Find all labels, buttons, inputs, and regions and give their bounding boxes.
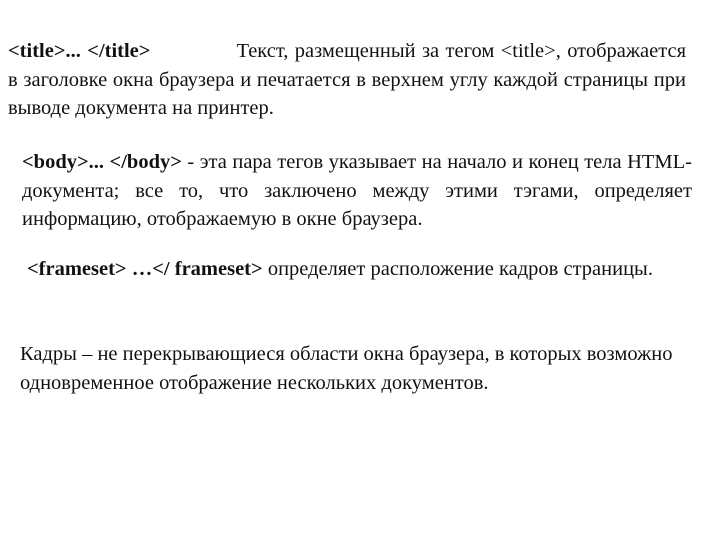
frameset-tag-description: определяет расположение кадров страницы. xyxy=(267,258,653,280)
body-tag-paragraph xyxy=(22,148,692,234)
frameset-tag-label: <frameset> …</ frameset> xyxy=(27,258,263,280)
title-tag-description: Текст, размещенный за тегом <title>, отображается в заголовке окна браузера и печатается в верхнем углу каждой страницы при выводе документа на принтер. xyxy=(8,40,686,119)
frames-definition-paragraph xyxy=(20,340,700,397)
body-tag-label: <body>... </body> xyxy=(22,151,182,173)
body-tag-description: - эта пара тегов указывает на начало и конец тела HTML-документа; все то, что заключено между этими тэгами, определяет информацию, отображаемую в окне браузера. xyxy=(22,151,693,230)
frames-definition-text: Кадры – не перекрывающиеся области окна браузера, в которых возможно одновременное отображение нескольких документов. xyxy=(20,343,673,394)
title-tag-paragraph xyxy=(8,37,686,123)
title-tag-label: <title>... </title> xyxy=(8,40,151,62)
frameset-tag-paragraph xyxy=(27,255,667,284)
